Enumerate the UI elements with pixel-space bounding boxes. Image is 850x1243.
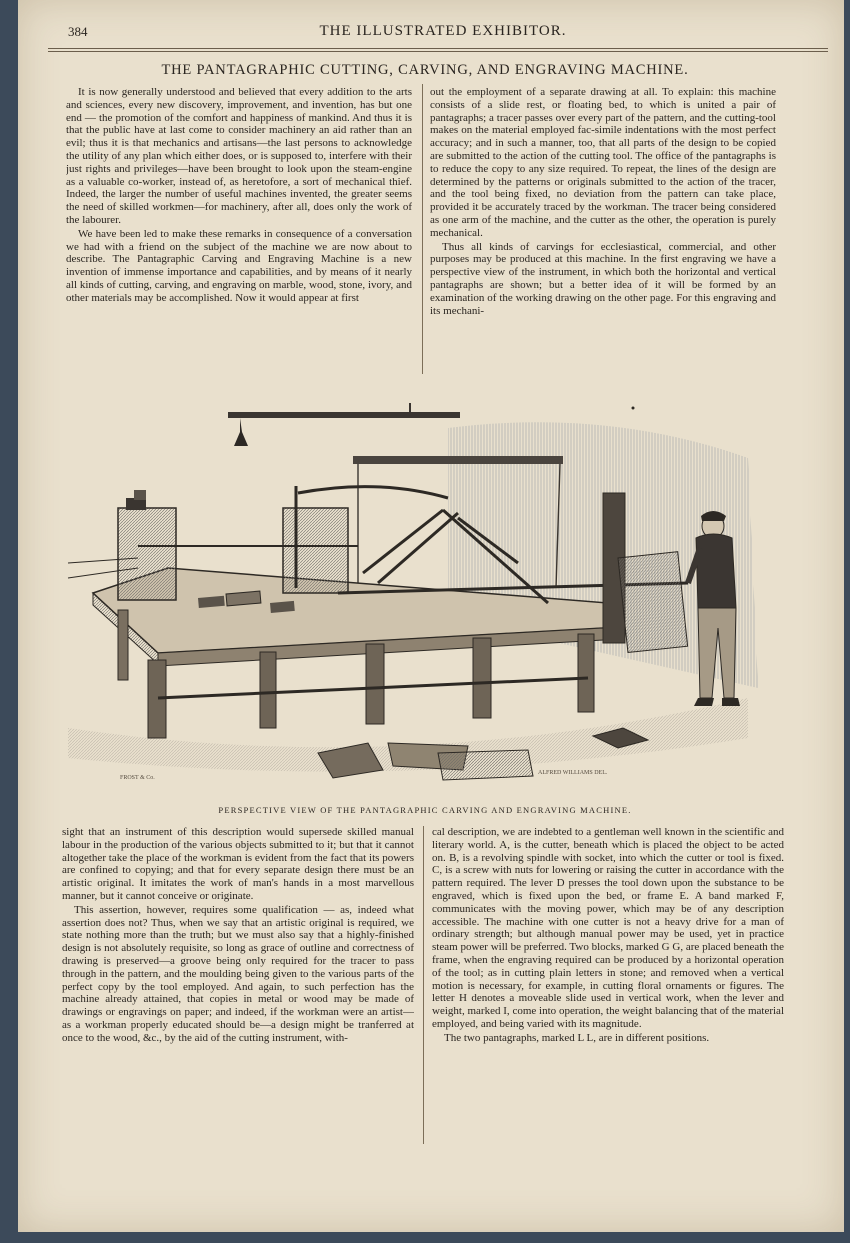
- article-title: THE PANTAGRAPHIC CUTTING, CARVING, AND ENGRAVING MACHINE.: [161, 62, 689, 78]
- column-right-top: [430, 86, 776, 376]
- paragraph: Thus all kinds of carvings for ecclesiastical, commercial, and other purposes may be produced at this machine. In the first engraving we have a perspective view of the instrument, in which both the horizontal and vertical pantagraphs are shown; but a better idea of it will be formed by an examination of the working drawing on the other page. For this engraving and its mechani-: [430, 240, 776, 317]
- upright-frame: [283, 508, 348, 593]
- lever-arm: [298, 487, 448, 498]
- paragraph: This assertion, however, requires some qualification — as, indeed what assertion does not? Thus, when we say that an artistic original is required, we state nothing more than the truth; but we must also say that a highly-finished design is not absolutely requisite, so long as grace of outline and correctness of drawing is preserved—a groove being only required for the tracer to pass through in the pattern, and the moulding being given to the various parts of the perfect copy by the tool employed. And again, to such perfection has the machine already attained, that copies in metal or wood may be made of drawings or engravings on paper; and indeed, if the workman were an artist—as a workman properly educated should be—a design might be tranferred at once to the wood, &c., by the aid of the cutting instrument, with-: [62, 903, 414, 1044]
- table-leg: [578, 634, 594, 712]
- paragraph: It is now generally understood and believed that every addition to the arts and sciences, every new discovery, improvement, and invention, has but one end — the promotion of the comfort and happiness of mankind. And thus it is that the public have at last come to consider machinery an aid rather than an evil; thus it is that mechanics and artisans—the last persons to acknowledge the utility of any plan which either does, or is supposed to, interfere with their just rights and privileges—have been brought to look upon the steam-engine as a valuable co-worker, instead of, as heretofore, a sort of mechanical thief. Indeed, the larger the number of useful machines invented, the greater seems the need of skilled workmen—for machinery, after all, does only the work of the labourer.: [66, 86, 412, 226]
- machine-engraving: [48, 398, 768, 793]
- publication-title: THE ILLUSTRATED EXHIBITOR.: [319, 23, 567, 39]
- column-left-bottom: [62, 826, 414, 1146]
- pulley-weight: [234, 418, 248, 446]
- artist-signature: ALFRED WILLIAMS DEL.: [538, 770, 608, 776]
- floor-block: [438, 750, 533, 780]
- paragraph: The two pantagraphs, marked L L, are in different positions.: [444, 1031, 710, 1044]
- paragraph: We have been led to make these remarks in consequence of a conversation we had with a friend on the subject of the machine we are now about to describe. The Pantagraphic Carving and Engraving Machine is a new invention of immense importance and capabilities, and by means of it nearly all kinds of cutting, carving, and engraving on marble, wood, stone, ivory, and other materials may be accomplished. Now it would appear at first: [66, 227, 412, 304]
- header-rule: [48, 48, 828, 49]
- page-number: 384: [68, 24, 88, 39]
- paragraph: sight that an instrument of this description would supersede skilled manual labour in the production of the various objects submitted to it; but that it cannot altogether take the place of the workman is evident from the fact that its powers are confined to copying; and that for every separate design there must be an artistic original. It imitates the work of man's hands in a most marvellous manner, but it cannot conceive or originate.: [62, 826, 414, 902]
- pantagraph-bar: [353, 456, 563, 464]
- paragraph: cal description, we are indebted to a gentleman well known in the scientific and literary world. A, is the cutter, beneath which is placed the object to be acted on. B, is a revolving spindle with socket, into which the cutter or tool is fixed. C, is a screw with nuts for lowering or raising the cutter in accordance with the pattern required. The lever D presses the tool down upon the substance to be engraved, which is fixed upon the bed, or frame E. A band marked F, communicates with the moving power, which may be of any description accessible. The machine with one cutter is not a heavy drive for a man of ordinary strength; but although manual power may be used, yet in practice steam power will be preferred. Two blocks, marked G G, are placed beneath the frame, when the engraving required can be produced by a horizontal operation of the tool; as in cutting plain letters in stone; and removed when a vertical motion is necessary, for example, in cutting floral ornaments or figures. The letter H denotes a moveable slide used in vertical work, when the lever and weight, marked I, come into operation, the weight balancing that of the material employed, and being varied with its magnitude.: [432, 826, 784, 1030]
- paragraph: out the employment of a separate drawing at all. To explain: this machine consists of a slide rest, or floating bed, to which is united a pair of pantagraphs; a tracer passes over every part of the pattern, and the cutting-tool makes on the material employed fac-simile indentations with the most perfect accuracy; and in such a manner, too, that all parts of the design to be copied are submitted to the action of the cutting tool. The office of the pantagraphs is to reduce the copy to any size required. To repeat, the lines of the design are determined by the patterns or originals submitted to the action of the tracer, and the tool being fixed, no deviation from the pattern can take place, provided it be accurately traced by the workman. The tracer being considered as one arm of the machine, and the cutter as the other, the operation is purely mechanical.: [430, 86, 776, 239]
- column-left-top: [66, 86, 412, 376]
- column-divider: [422, 84, 423, 374]
- header-rule-double: [48, 51, 828, 52]
- table-leg: [473, 638, 491, 718]
- leaning-panel: [618, 552, 688, 653]
- engraver-signature: FROST & Co.: [120, 775, 155, 781]
- overhead-shaft: [228, 412, 460, 418]
- column-right-bottom: [432, 826, 784, 1146]
- column-divider: [423, 826, 424, 1144]
- running-header: [66, 22, 820, 44]
- spindle-frame: [118, 508, 176, 600]
- figure-caption: PERSPECTIVE VIEW OF THE PANTAGRAPHIC CARVING AND ENGRAVING MACHINE.: [218, 805, 632, 815]
- table-leg: [366, 644, 384, 724]
- table-leg: [260, 652, 276, 728]
